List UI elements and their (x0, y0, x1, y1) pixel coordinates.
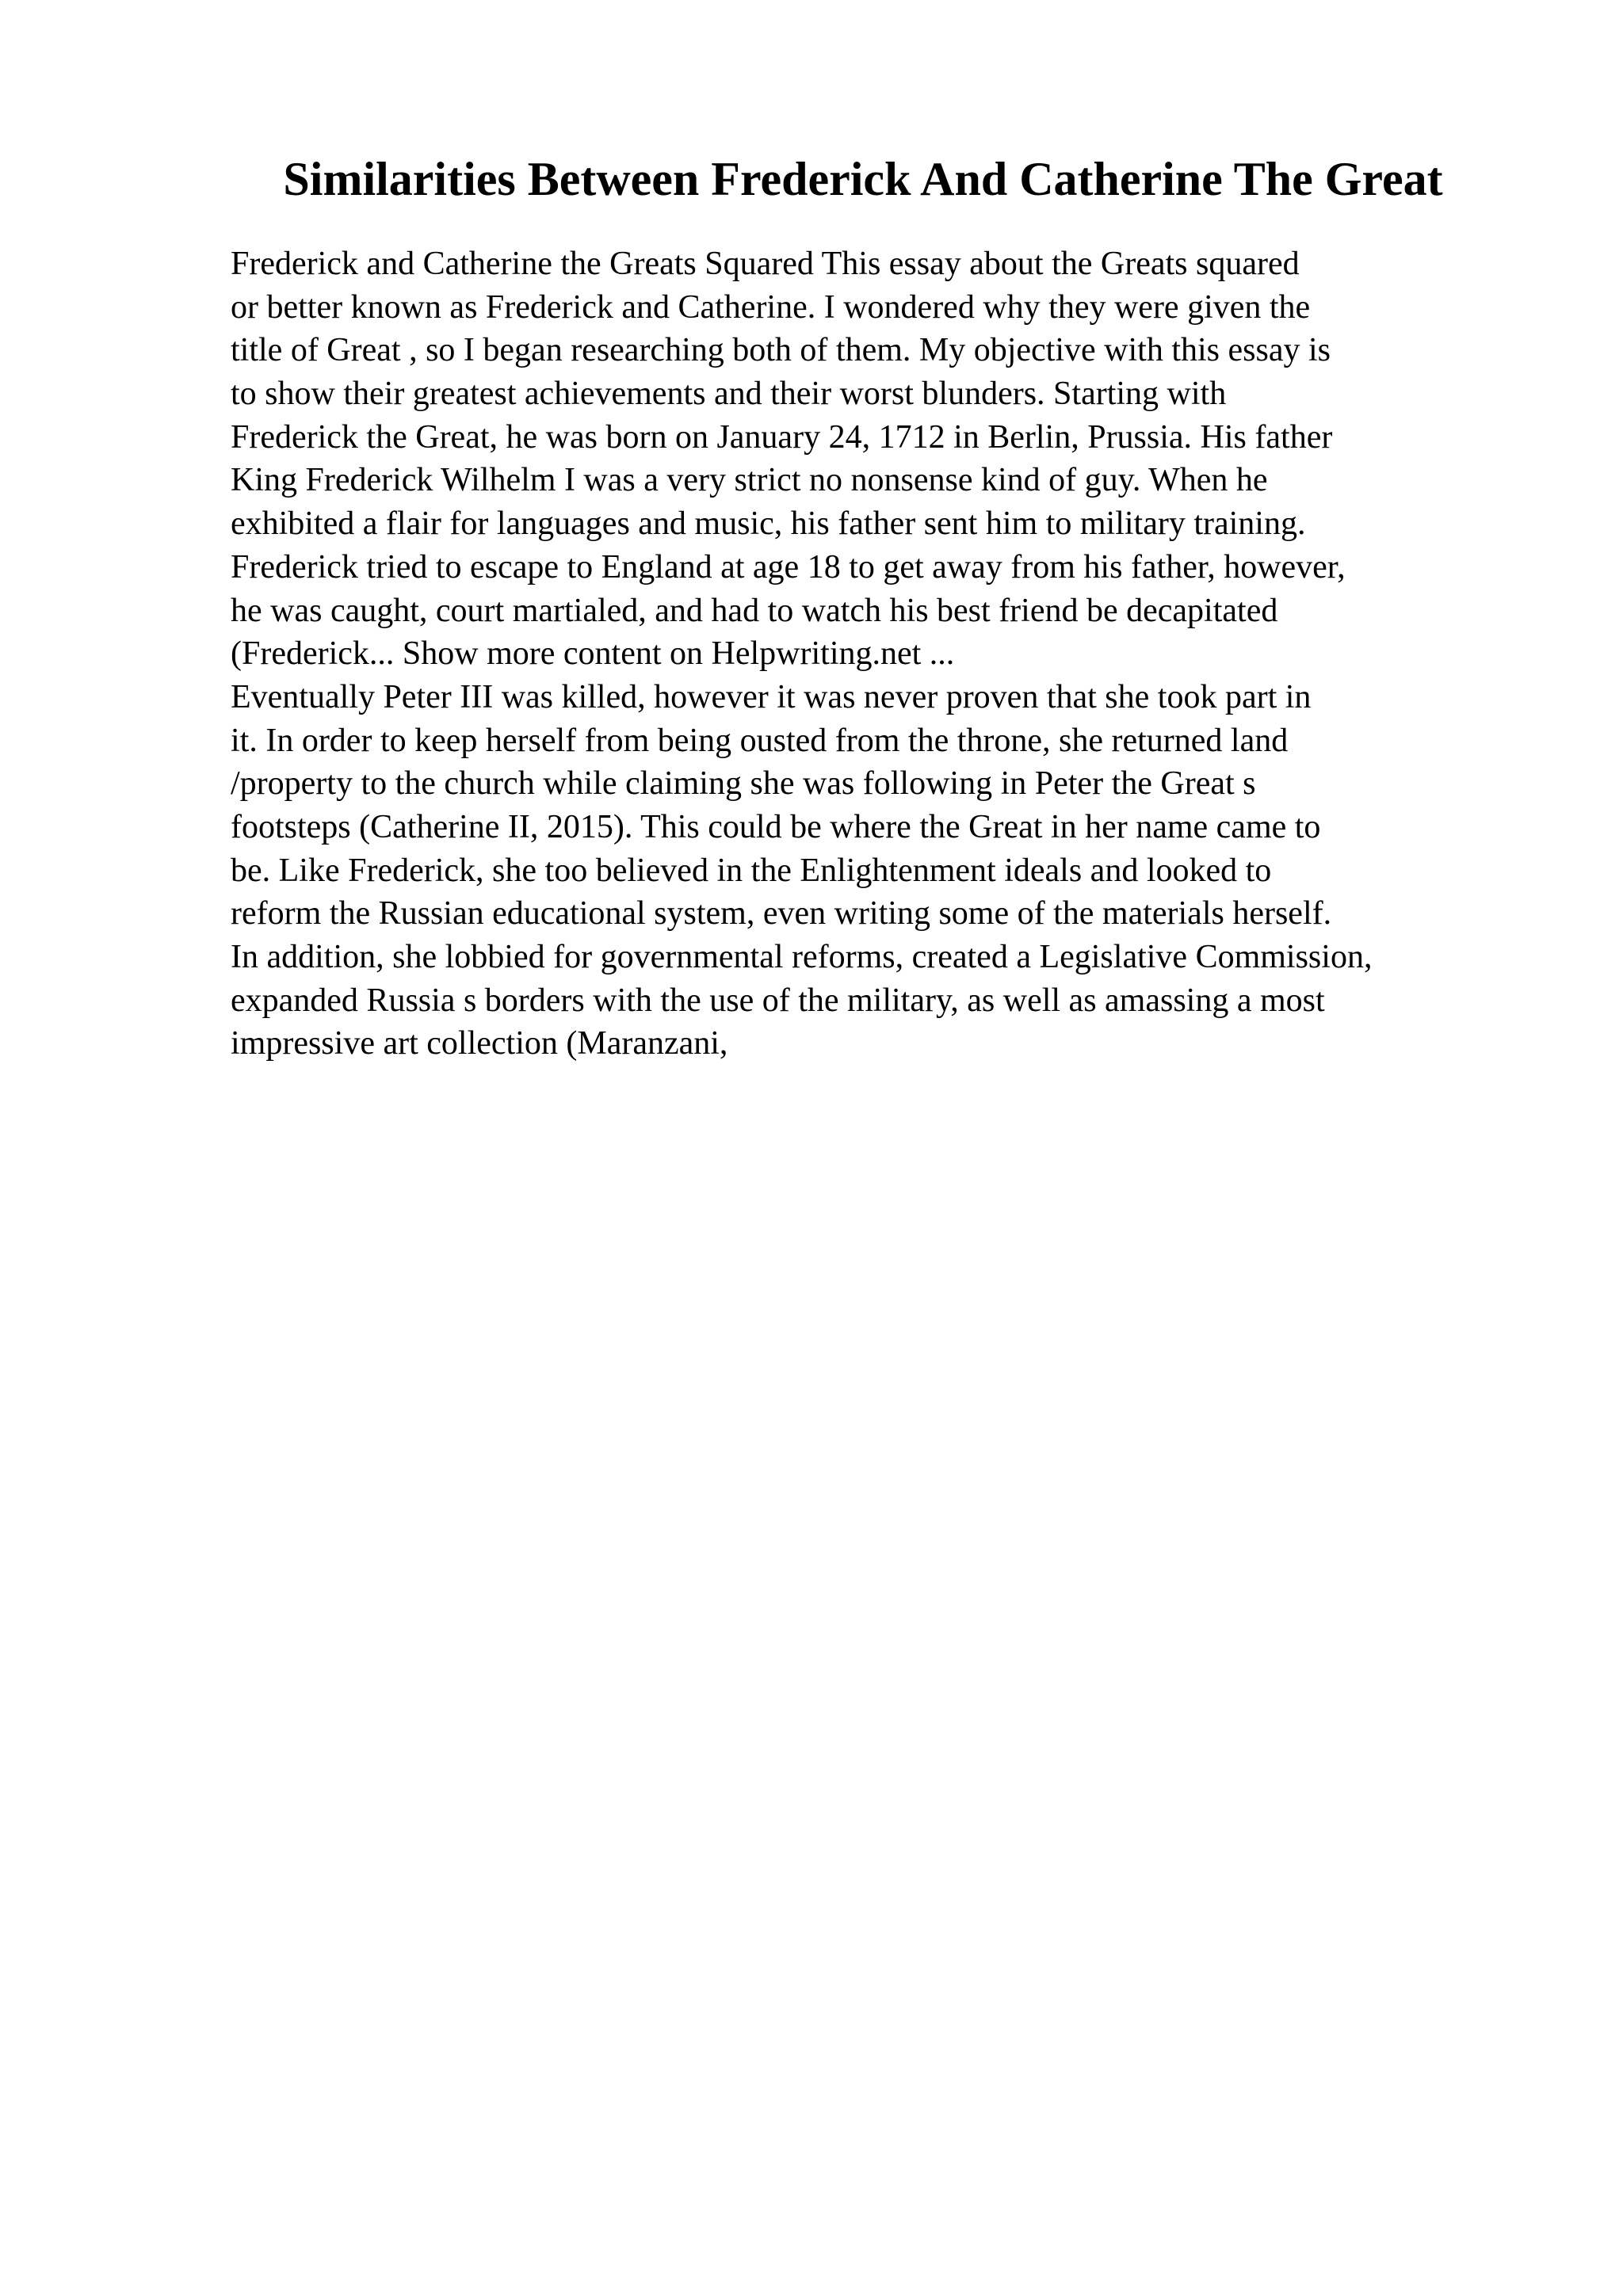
body-line: title of Great , so I began researching both of them. My objective with this essay is (231, 332, 1331, 369)
body-line: Eventually Peter III was killed, however it was never proven that she took part in (231, 678, 1312, 715)
body-line: In addition, she lobbied for governmental reforms, created a Legislative Commission, (231, 939, 1373, 975)
body-line: King Frederick Wilhelm I was a very strict no nonsense kind of guy. When he (231, 462, 1268, 499)
body-line: reform the Russian educational system, even writing some of the materials herself. (231, 895, 1332, 933)
body-line: exhibited a flair for languages and music, his father sent him to military training. (231, 505, 1306, 543)
body-line: footsteps (Catherine II, 2015). This could be where the Great in her name came to (231, 808, 1321, 845)
body-line: or better known as Frederick and Catherine. I wondered why they were given the (231, 288, 1311, 326)
body-line: be. Like Frederick, she too believed in the Enlightenment ideals and looked to (231, 852, 1272, 889)
body-line: to show their greatest achievements and their worst blunders. Starting with (231, 376, 1227, 413)
body-line: expanded Russia s borders with the use of the military, as well as amassing a most (231, 982, 1325, 1019)
body-line: Frederick tried to escape to England at age 18 to get away from his father, however, (231, 548, 1346, 585)
body-line: Frederick the Great, he was born on January 24, 1712 in Berlin, Prussia. His father (231, 418, 1333, 456)
body-line: /property to the church while claiming she was following in Peter the Great s (231, 765, 1256, 803)
body-line: Frederick and Catherine the Greats Squared This essay about the Greats squared (231, 246, 1300, 282)
body-line: impressive art collection (Maranzani, (231, 1025, 728, 1062)
body-line: it. In order to keep herself from being ousted from the throne, she returned land (231, 722, 1289, 759)
body-line: he was caught, court martialed, and had to watch his best friend be decapitated (231, 592, 1278, 629)
document-body (231, 242, 1530, 1066)
body-line: (Frederick... Show more content on Helpwriting.net ... (231, 635, 955, 673)
document-title: Similarities Between Frederick And Catherine The Great (283, 153, 1443, 205)
